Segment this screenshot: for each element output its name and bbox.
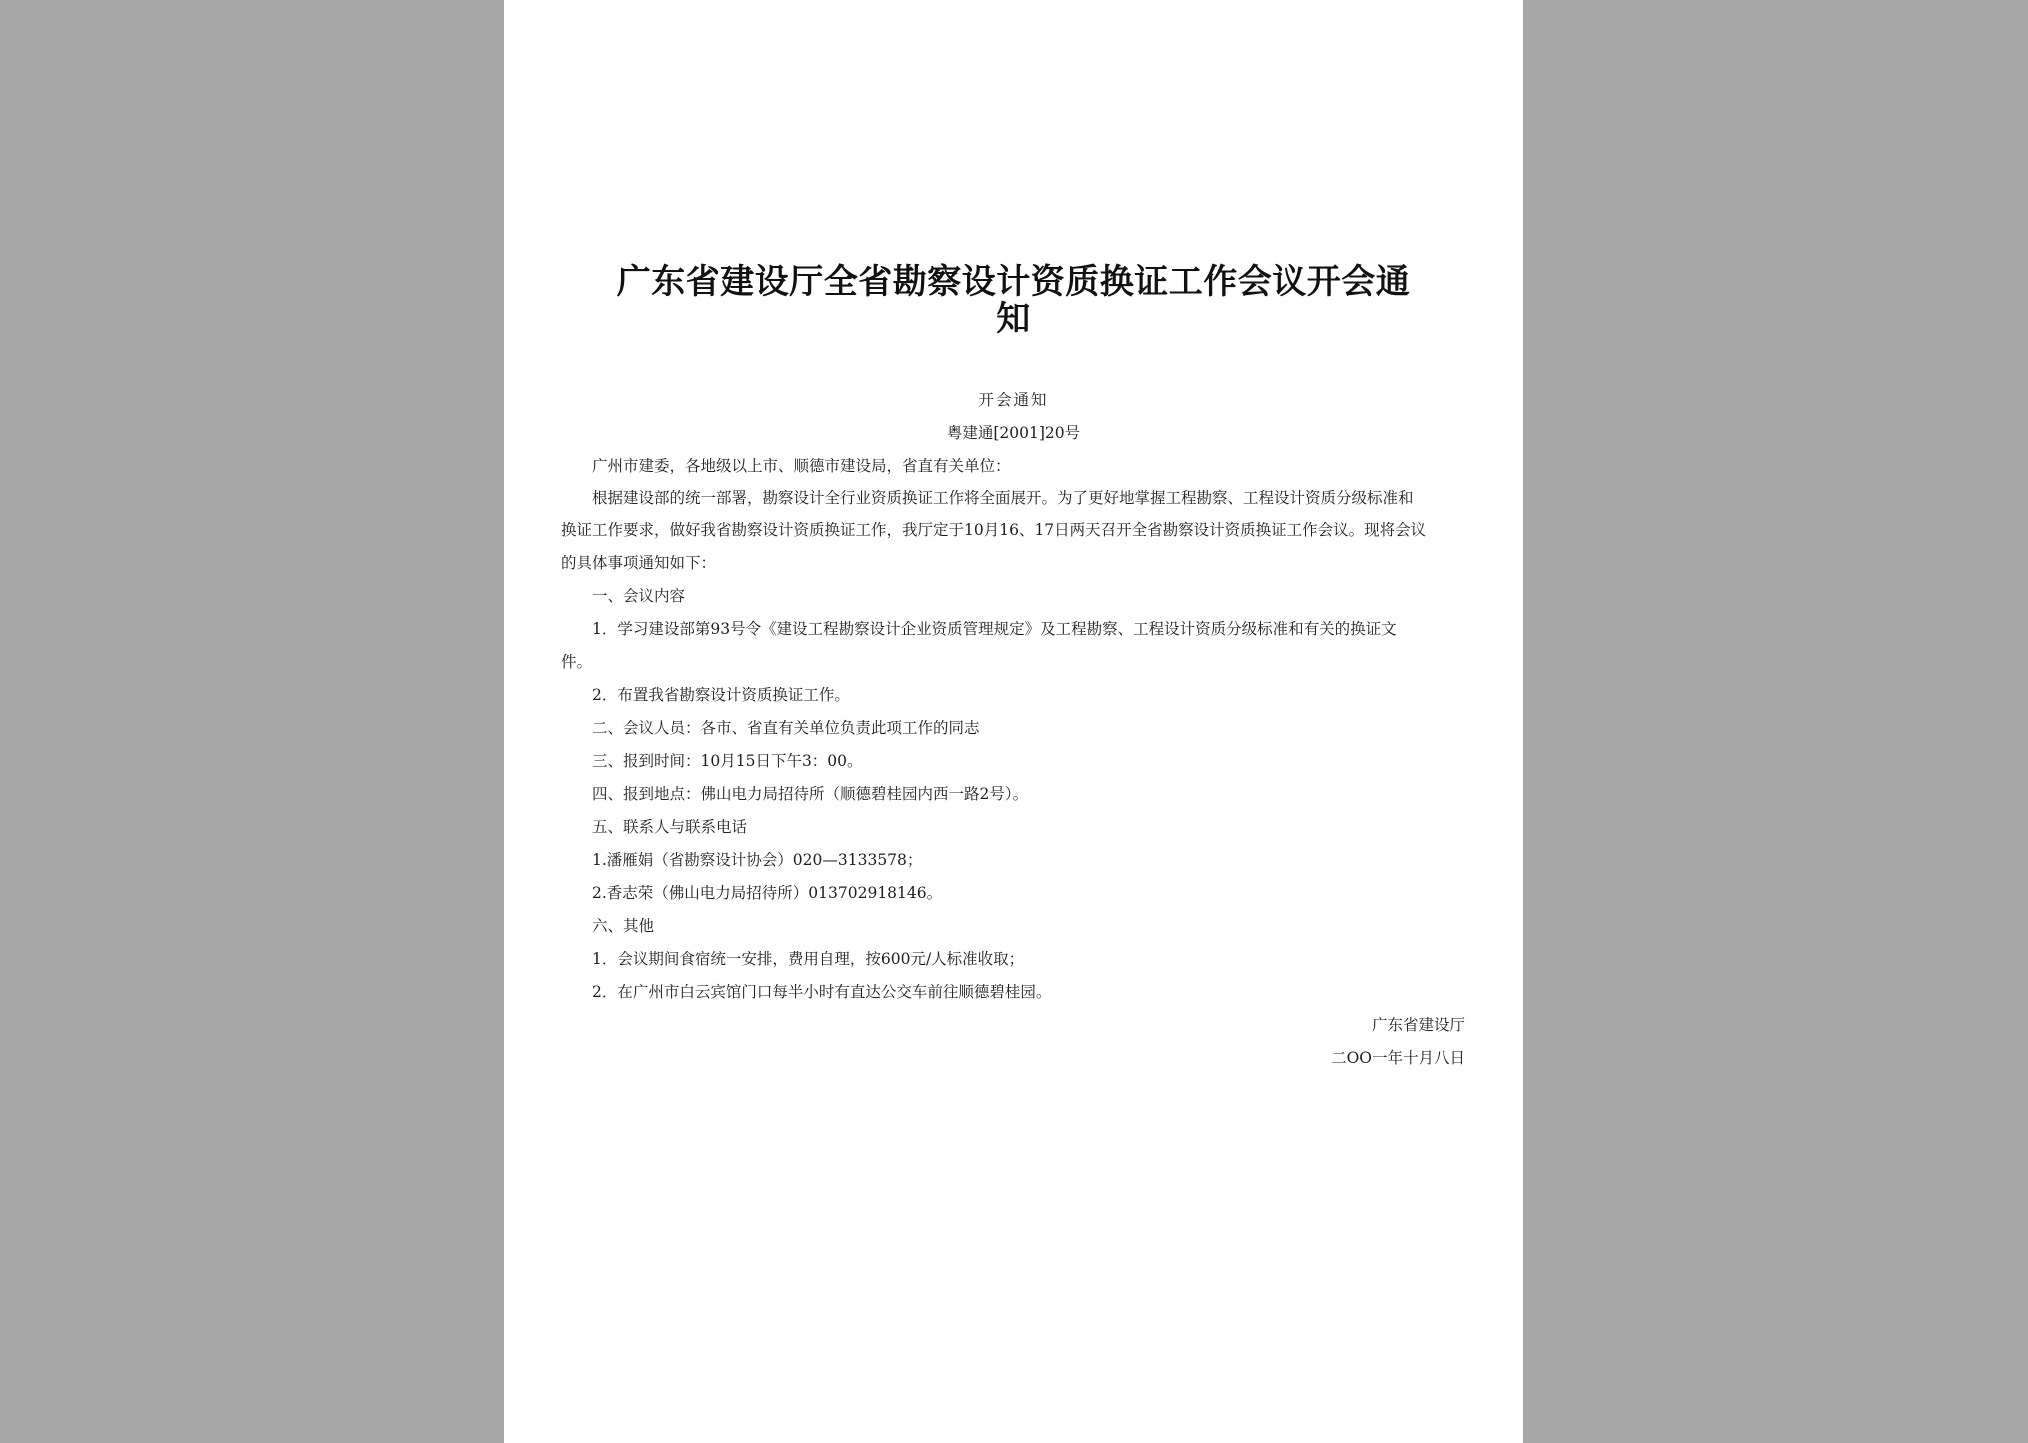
signature-date: 二OO一年十月八日 — [1331, 1049, 1465, 1067]
section-attendees: 二、会议人员：各市、省直有关单位负责此项工作的同志 — [592, 719, 980, 737]
document-page — [504, 0, 1523, 1443]
other-item1: 1．会议期间食宿统一安排，费用自理，按600元/人标准收取； — [592, 950, 1025, 968]
document-title-line2: 知 — [996, 299, 1031, 339]
section-registration-place: 四、报到地点：佛山电力局招待所（顺德碧桂园内西一路2号）。 — [592, 785, 1029, 803]
document-number: 粤建通[2001]20号 — [946, 424, 1081, 442]
document-title-line1: 广东省建设厅全省勘察设计资质换证工作会议开会通 — [616, 262, 1411, 302]
meeting-content-item2: 2．布置我省勘察设计资质换证工作。 — [592, 686, 850, 704]
signature-organization: 广东省建设厅 — [1371, 1016, 1465, 1034]
meeting-content-item1-line1: 1．学习建设部第93号令《建设工程勘察设计企业资质管理规定》及工程勘察、工程设计资质分级标准和有关的换证文 — [592, 620, 1397, 638]
contact-item1: 1.潘雁娟（省勘察设计协会）020—3133578； — [592, 851, 923, 869]
section-heading-meeting-content: 一、会议内容 — [592, 587, 686, 605]
other-item2: 2．在广州市白云宾馆门口每半小时有直达公交车前往顺德碧桂园。 — [592, 983, 1052, 1001]
intro-paragraph-line1: 根据建设部的统一部署，勘察设计全行业资质换证工作将全面展开。为了更好地掌握工程勘察、工程设计资质分级标准和 — [592, 489, 1414, 507]
contact-item2: 2.香志荣（佛山电力局招待所）013702918146。 — [592, 884, 943, 902]
meeting-content-item1-line2: 件。 — [561, 653, 593, 671]
document-subtitle: 开会通知 — [978, 391, 1049, 409]
intro-paragraph-line2: 换证工作要求，做好我省勘察设计资质换证工作，我厅定于10月16、17日两天召开全省勘察设计资质换证工作会议。现将会议 — [561, 521, 1427, 539]
section-heading-other: 六、其他 — [592, 917, 655, 935]
intro-paragraph-line3: 的具体事项通知如下： — [561, 554, 717, 572]
section-registration-time: 三、报到时间：10月15日下午3：00。 — [592, 752, 863, 770]
section-heading-contacts: 五、联系人与联系电话 — [592, 818, 748, 836]
addressee: 广州市建委，各地级以上市、顺德市建设局，省直有关单位： — [592, 457, 1011, 475]
